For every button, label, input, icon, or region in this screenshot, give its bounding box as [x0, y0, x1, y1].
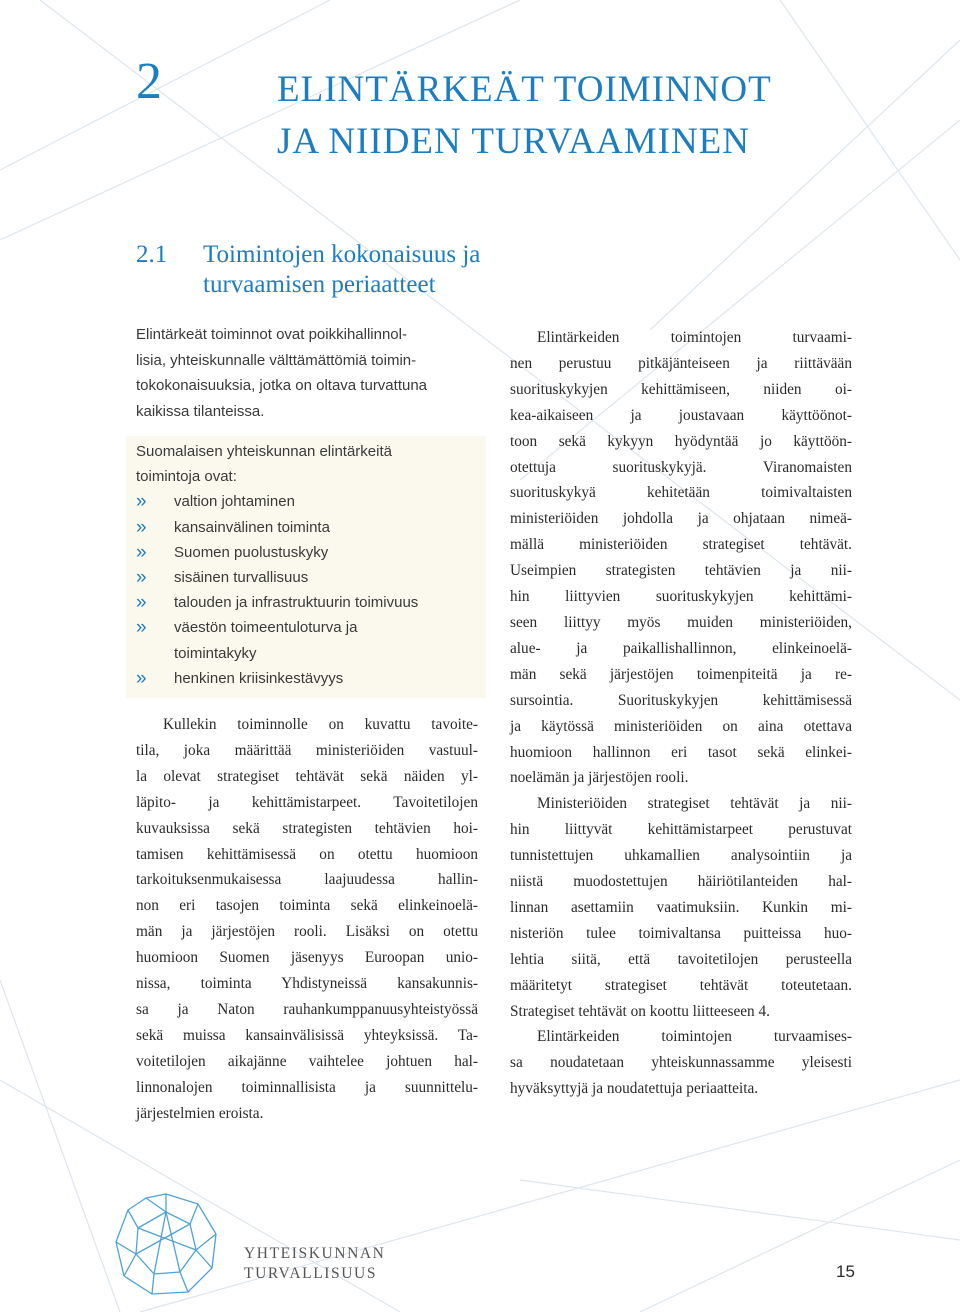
list-item-text: Suomen puolustuskyky [174, 543, 329, 561]
bullet-icon: » [136, 491, 147, 513]
text-line: sekä muissa kansainvälisissä yhteyksissä. Ta- [136, 1026, 478, 1044]
list-item [136, 565, 418, 590]
vital-functions-box [126, 436, 486, 698]
text-line: ministeriöiden johdolla ja ohjataan nimeä- [510, 510, 852, 528]
text-line: hyväksyttyjä ja noudatettuja periaatteita. [510, 1080, 759, 1098]
section-title-line: turvaamisen periaatteet [203, 271, 436, 298]
box-lead-line: Suomalaisen yhteiskunnan elintärkeitä [136, 443, 392, 460]
text-line: seen liittyy myös muiden ministeriöiden, [510, 613, 852, 631]
text-line: kuvauksissa sekä strategisten tehtävien hoi- [136, 819, 478, 837]
text-line: Kullekin toiminnolle on kuvattu tavoite- [163, 716, 478, 733]
box-lead-line: toimintoja ovat: [136, 468, 237, 486]
list-item-text: kansainvälinen toiminta [174, 518, 330, 536]
text-line: ja käytössä ministeriöiden on aina otettava [510, 717, 852, 735]
text-line: läpito- ja kehittämistarpeet. Tavoitetilojen [136, 793, 478, 811]
text-line: nissa, toiminta Yhdistyneissä kansakunnis- [136, 975, 478, 993]
list-item [136, 489, 418, 514]
text-line: sa noudatetaan yhteiskunnassamme yleisesti [510, 1054, 852, 1072]
text-line: alue- ja paikallishallinnon, elinkeinoelä- [510, 639, 852, 657]
text-line: noelämän ja järjestöjen rooli. [510, 769, 689, 787]
intro-line: kaikissa tilanteissa. [136, 402, 265, 420]
list-item-text: sisäinen turvallisuus [174, 569, 309, 587]
list-item-text: toimintakyky [174, 644, 257, 662]
list-item-text: henkinen kriisinkestävyys [174, 669, 344, 687]
text-line: tila, joka määrittää ministeriöiden vastuul- [136, 741, 478, 759]
chapter-title-line: ELINTÄRKEÄT TOIMINNOT [277, 69, 772, 110]
text-line: Useimpien strategisten tehtävien ja nii- [510, 562, 852, 580]
text-line: linnan asettamiin vaatimuksiin. Kunkin mi- [510, 898, 852, 916]
left-column-text [136, 712, 478, 1127]
text-line: män sekä järjestöjen toimenpiteitä ja re- [510, 665, 852, 683]
intro-line: Elintärkeät toiminnot ovat poikkihallinnol- [136, 326, 407, 343]
text-line: suorituskykyä kehitetään toimivaltaisten [510, 484, 852, 502]
text-line: suorituskykyjen kehittämiseen, niiden oi- [510, 380, 852, 398]
text-line: nen perustuu pitkäjänteiseen ja riittävään [510, 354, 852, 372]
box-lead [136, 439, 418, 489]
intro-line: lisia, yhteiskunnalle välttämättömiä toimin- [136, 351, 417, 369]
brand-line: TURVALLISUUS [244, 1265, 378, 1282]
text-line: Elintärkeiden toimintojen turvaamises- [537, 1028, 852, 1046]
vital-functions-list [136, 489, 418, 691]
text-line: linnonalojen toiminnallisista ja suunnittelu- [136, 1078, 478, 1096]
bullet-icon: » [136, 567, 147, 589]
list-item [136, 515, 418, 540]
brand-line: YHTEISKUNNAN [244, 1245, 386, 1262]
text-line: otettuja suorituskykyjä. Viranomaisten [510, 458, 852, 476]
text-line: huomioon hallinnon eri tasot sekä elinkei- [510, 743, 852, 761]
text-line: tamisen kehittämisessä on otettu huomioon [136, 845, 478, 863]
text-line: tarkoituksenmukaisessa laajuudessa hallin- [136, 871, 478, 889]
text-line: non eri tasojen toiminta sekä elinkeinoelä- [136, 897, 478, 915]
list-item-text: valtion johtaminen [174, 493, 295, 511]
section-number: 2.1 [136, 241, 168, 268]
text-line: hin liittyvien suorituskykyjen kehittämi- [510, 588, 852, 606]
right-column-text [510, 325, 852, 1102]
text-line: Ministeriöiden strategiset tehtävät ja nii- [537, 795, 852, 813]
page-number: 15 [836, 1262, 855, 1281]
text-line: hin liittyvät kehittämistarpeet perustuvat [510, 821, 852, 839]
list-item [136, 540, 418, 565]
chapter-number: 2 [136, 53, 162, 110]
list-item [136, 590, 418, 615]
text-line: järjestelmien eroista. [136, 1104, 264, 1122]
intro-paragraph [136, 322, 486, 424]
bullet-icon: » [136, 541, 147, 563]
text-line: toon sekä kykyyn hyödyntää jo käyttöön- [510, 432, 852, 450]
list-item-text: väestön toimeentuloturva ja [174, 619, 358, 637]
bullet-icon: » [136, 667, 147, 689]
text-line: la olevat strategiset tehtävät sekä näiden yl- [136, 767, 478, 785]
bullet-icon: » [136, 516, 147, 538]
text-line: tunnistettujen uhkamallien analysointiin ja [510, 847, 852, 865]
text-line: Elintärkeiden toimintojen turvaami- [537, 329, 852, 346]
chapter-title-line: JA NIIDEN TURVAAMINEN [277, 121, 751, 162]
bullet-icon: » [136, 592, 147, 614]
text-line: sa ja Naton rauhankumppanuusyhteistyössä [136, 1000, 478, 1018]
text-line: niistä muodostettujen häiriötilanteiden hal- [510, 873, 852, 891]
chapter-title [277, 64, 772, 168]
text-line: määritetyt strategiset tehtävät toteutetaan. [510, 976, 852, 994]
list-item [136, 666, 418, 691]
text-line: lehtia siitä, että tavoitetilojen perusteella [510, 950, 852, 968]
list-item [136, 615, 418, 665]
text-line: huomioon Suomen jäsenyys Euroopan unio- [136, 949, 478, 967]
text-line: nisteriön tulee toimivaltansa puitteissa huo- [510, 924, 852, 942]
text-line: mällä ministeriöiden strategiset tehtävät. [510, 536, 852, 554]
text-line: Strategiset tehtävät on koottu liitteeseen 4. [510, 1002, 770, 1020]
text-line: voitetilojen aikajänne vaihtelee johtuen hal- [136, 1052, 478, 1070]
brand-name [244, 1244, 385, 1284]
section-title [203, 240, 480, 300]
intro-line: tokokonaisuuksia, jotka on oltava turvattuna [136, 377, 428, 394]
polyhedron-logo-icon [112, 1190, 220, 1298]
bullet-icon: » [136, 617, 147, 639]
text-line: kea-aikaiseen ja joustavaan käyttöönot- [510, 406, 852, 424]
section-title-line: Toimintojen kokonaisuus ja [203, 241, 481, 268]
text-line: sursointia. Suorituskykyjen kehittämisessä [510, 691, 852, 709]
text-line: män ja järjestöjen rooli. Lisäksi on otettu [136, 923, 478, 941]
list-item-text: talouden ja infrastruktuurin toimivuus [174, 594, 419, 612]
